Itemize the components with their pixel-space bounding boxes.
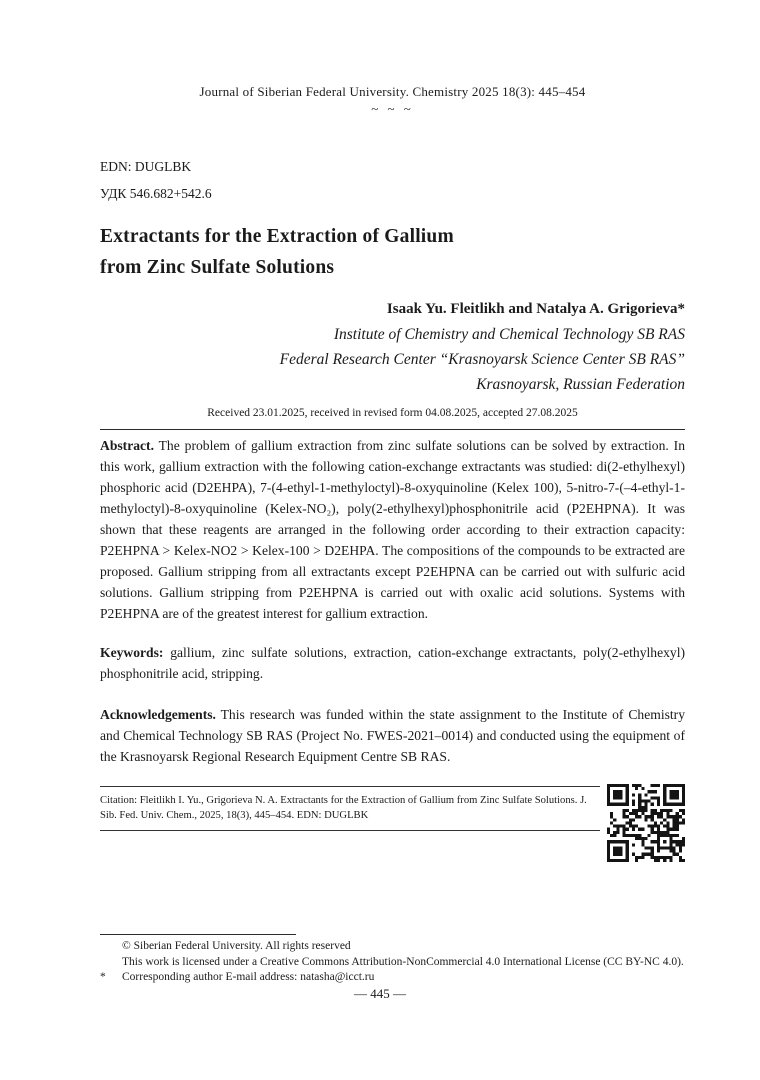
citation-text: Citation: Fleitlikh I. Yu., Grigorieva N. A. Extractants for the Extraction of Gallium from Zinc Sulfate Solutions. J. Sib. Fed. Univ. Chem., 2025, 18(3), 445–454. EDN: DUGLBK	[100, 786, 600, 831]
keywords-label: Keywords:	[100, 645, 164, 660]
footer-corresponding-row	[100, 970, 685, 986]
journal-running-head: Journal of Siberian Federal University. Chemistry 2025 18(3): 445–454	[199, 84, 586, 99]
tilde-separator: ~ ~ ~	[371, 101, 414, 116]
abstract-top-rule	[100, 429, 685, 430]
keywords-text: gallium, zinc sulfate solutions, extraction, cation-exchange extractants, poly(2-ethylhexyl) phosphonitrile acid, stripping.	[100, 645, 685, 681]
footnote-asterisk: *	[100, 971, 106, 983]
footer-marker-empty1	[100, 939, 122, 955]
acknowledgements-paragraph	[100, 704, 685, 767]
abstract-paragraph	[100, 435, 685, 624]
page-number: — 445 —	[354, 986, 406, 1001]
footnote-rule	[100, 934, 296, 935]
footer-marker-empty2	[100, 955, 122, 971]
article-title	[100, 221, 685, 283]
received-dates: Received 23.01.2025, received in revised form 04.08.2025, accepted 27.08.2025	[207, 407, 578, 419]
author-names: Isaak Yu. Fleitlikh and Natalya A. Grigorieva*	[386, 301, 685, 317]
keywords-paragraph	[100, 642, 685, 684]
footer-license-row	[100, 955, 685, 971]
copyright-text: © Siberian Federal University. All rights reserved	[122, 940, 351, 952]
affiliation-city: Krasnoyarsk, Russian Federation	[476, 376, 685, 393]
footer-copyright-row	[100, 939, 685, 955]
abstract-label: Abstract.	[100, 438, 154, 453]
authors-block	[100, 297, 685, 397]
article-title-line2: from Zinc Sulfate Solutions	[100, 257, 335, 278]
corresponding-author-text: Corresponding author E-mail address: natasha@icct.ru	[122, 971, 375, 983]
affiliation-institute: Institute of Chemistry and Chemical Technology SB RAS	[333, 326, 685, 343]
edn-code: EDN: DUGLBK	[100, 159, 192, 174]
qr-code	[607, 784, 685, 862]
article-title-line1: Extractants for the Extraction of Gallium	[100, 226, 454, 247]
license-text: This work is licensed under a Creative Commons Attribution-NonCommercial 4.0 International License (CC BY-NC 4.0).	[122, 955, 684, 968]
footer-block	[100, 934, 685, 986]
citation-block	[100, 786, 685, 862]
affiliation-center: Federal Research Center “Krasnoyarsk Science Center SB RAS”	[279, 351, 685, 368]
udk-code: УДК 546.682+542.6	[100, 186, 212, 201]
acknowledgements-label: Acknowledgements.	[100, 707, 216, 722]
acknowledgements-text: This research was funded within the state assignment to the Institute of Chemistry and Chemical Technology SB RAS (Project No. FWES-2021–0014) and conducted using the equipment of the Krasnoyarsk Regional Research Equipment Centre SB RAS.	[100, 707, 685, 764]
abstract-text: The problem of gallium extraction from zinc sulfate solutions can be solved by extraction. In this work, gallium extraction with the following cation-exchange extractants was studied: di(2-ethylhexyl) phosphoric acid (D2EHPA), 7-(4-ethyl-1-methyloctyl)-8-oxyquinoline (Kelex 100), 5-nitro-7-(–4-ethyl-1-methyloctyl)-8-oxyquinoline (Kelex-NO₂), poly(2-ethylhexyl)phosphonitrile acid (P2EHPNA). It was shown that these reagents are arranged in the following order according to their extraction capacity: P2EHPNA > Kelex-NO2 > Kelex-100 > D2EHPA. The compositions of the compounds to be extracted are proposed. Gallium stripping from all extractants except P2EHPNA can be carried out with sulfuric acid solutions. Gallium stripping from P2EHPNA is carried out with oxalic acid solutions. Systems with P2EHPNA are of the greatest interest for gallium extraction.	[100, 438, 685, 621]
